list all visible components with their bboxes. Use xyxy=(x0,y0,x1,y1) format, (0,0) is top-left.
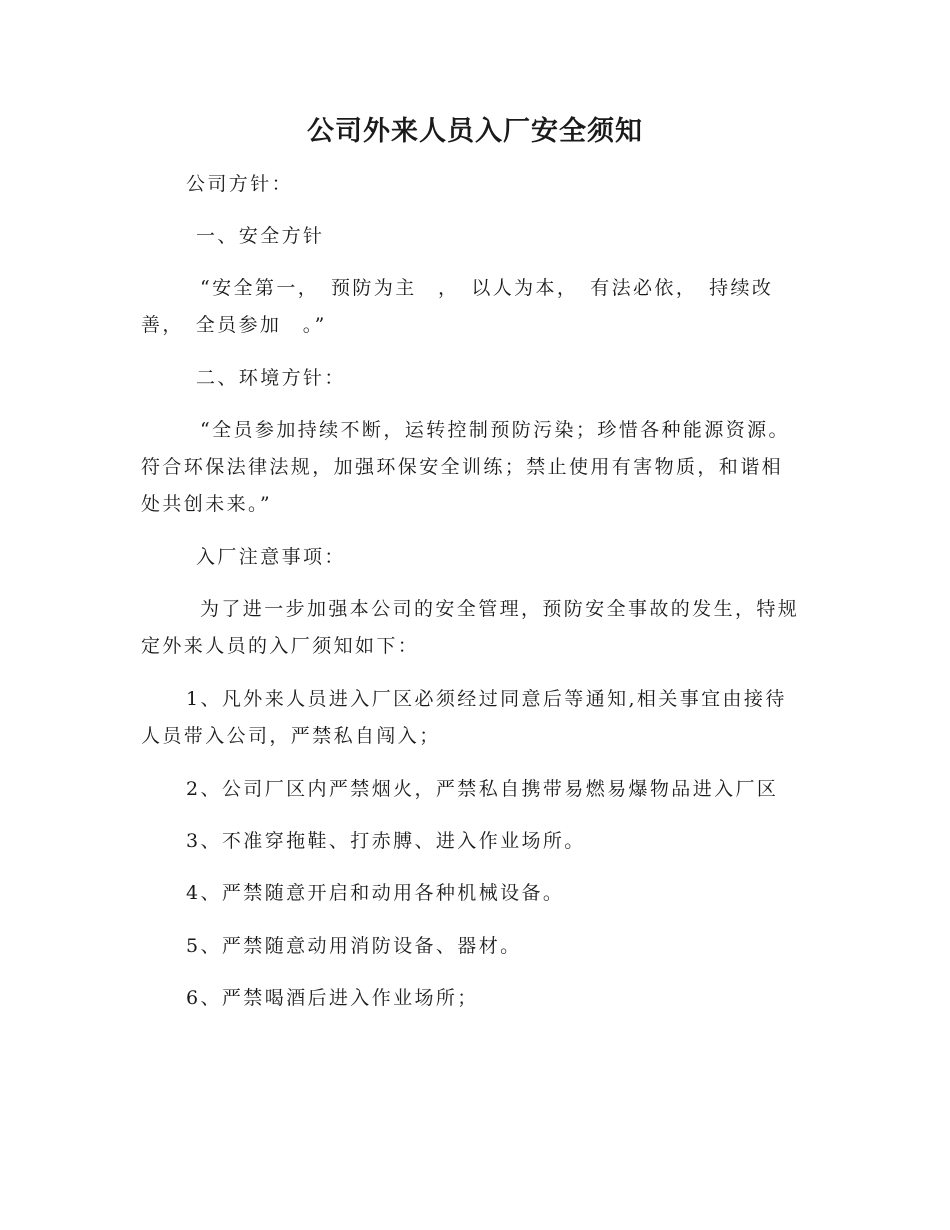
rule-4: 4、严禁随意开启和动用各种机械设备。 xyxy=(186,882,565,904)
rule-5: 5、严禁随意动用消防设备、器材。 xyxy=(186,935,522,957)
intro-line-1: 为了进一步加强本公司的安全管理，预防安全事故的发生，特规 xyxy=(200,598,800,620)
rule-1-line-2: 人员带入公司，严禁私自闯入； xyxy=(141,725,441,747)
environment-policy-line-3: 处共创未来。” xyxy=(141,493,273,515)
safety-policy-line-2: 善， 全员参加 。” xyxy=(141,314,327,336)
environment-policy-heading: 二、环境方针： xyxy=(196,367,346,389)
document-title: 公司外来人员入厂安全须知 xyxy=(307,116,643,147)
environment-policy-line-2: 符合环保法律法规，加强环保安全训练；禁止使用有害物质，和谐相 xyxy=(141,456,784,478)
entry-notes-heading: 入厂注意事项： xyxy=(196,546,346,568)
rule-3: 3、不准穿拖鞋、打赤膊、进入作业场所。 xyxy=(186,830,586,852)
environment-policy-line-1: “全员参加持续不断，运转控制预防污染；珍惜各种能源资源。 xyxy=(200,419,790,441)
safety-policy-heading: 一、安全方针 xyxy=(196,225,325,247)
company-policy-heading: 公司方针： xyxy=(186,173,294,195)
rule-1-line-1: 1、凡外来人员进入厂区必须经过同意后等通知,相关事宜由接待 xyxy=(186,688,787,710)
rule-2: 2、公司厂区内严禁烟火，严禁私自携带易燃易爆物品进入厂区 xyxy=(186,778,779,800)
intro-line-2: 定外来人员的入厂须知如下： xyxy=(141,635,420,657)
rule-6: 6、严禁喝酒后进入作业场所； xyxy=(186,987,479,1009)
safety-policy-line-1: “安全第一， 预防为主 ， 以人为本， 有法必依， 持续改 xyxy=(200,277,774,299)
